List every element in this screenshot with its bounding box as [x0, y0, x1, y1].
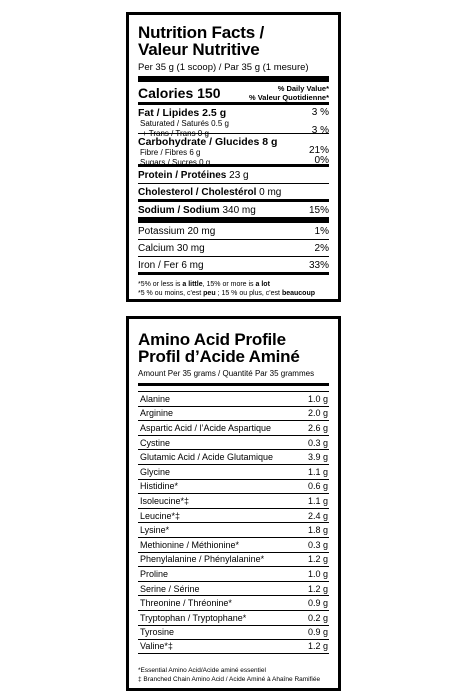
- nutrition-title: Nutrition Facts / Valeur Nutritive: [138, 23, 264, 59]
- fibre-pct: 21%: [308, 145, 329, 156]
- table-row: [138, 610, 329, 625]
- amino-name: Serine / Sérine: [140, 583, 200, 594]
- table-row: [138, 464, 329, 479]
- amino-table: [138, 391, 329, 654]
- saturated-trans-pct: 3 %: [311, 125, 329, 136]
- calories-row: [138, 82, 329, 105]
- amino-acid-panel: [126, 316, 341, 691]
- amino-name: Histidine*: [140, 481, 179, 492]
- daily-value-header: % Daily Value* % Valeur Quotidienne*: [248, 84, 329, 102]
- sugars-pct: 0%: [314, 155, 329, 166]
- table-row: [138, 508, 329, 523]
- amino-value: 0.6 g: [307, 481, 328, 492]
- table-row: [138, 595, 329, 610]
- table-row: [138, 420, 329, 435]
- amino-value: 0.9 g: [307, 598, 328, 609]
- fat-label: Fat / Lipides 2.5 g: [138, 107, 227, 119]
- amino-name: Proline: [140, 568, 169, 579]
- amino-name: Cystine: [140, 437, 171, 448]
- amino-value: 1.1 g: [307, 466, 328, 477]
- iron-label: Iron / Fer 6 mg: [138, 260, 204, 271]
- calcium-row: [138, 240, 329, 257]
- table-row: [138, 552, 329, 567]
- cholesterol-row: [138, 184, 329, 202]
- amino-name: Phenylalanine / Phénylalanine*: [140, 554, 265, 565]
- sodium-row: [138, 202, 329, 223]
- trans-fat: + Trans / Trans 0 g: [142, 128, 209, 138]
- amino-value: 2.6 g: [307, 422, 328, 433]
- table-row: [138, 581, 329, 596]
- table-row: [138, 406, 329, 421]
- nutrition-footnote: *5% or less is a little, 15% or more is a lot *5 % ou moins, c'est peu ; 15 % ou plus, c'est beaucoup: [138, 281, 315, 297]
- calcium-pct: 2%: [314, 243, 329, 254]
- fat-row: [138, 105, 329, 138]
- table-row: [138, 639, 329, 654]
- table-row: [138, 449, 329, 464]
- cholesterol-value: 0 mg: [256, 187, 282, 198]
- amino-name: Glutamic Acid / Acide Glutamique: [140, 452, 274, 463]
- amino-value: 3.9 g: [307, 452, 328, 463]
- amino-value: 1.0 g: [307, 568, 328, 579]
- table-row: [138, 566, 329, 581]
- table-row: [138, 493, 329, 508]
- sodium-pct: 15%: [308, 205, 329, 216]
- table-row: [138, 391, 329, 406]
- potassium-row: [138, 223, 329, 240]
- amino-name: Threonine / Thréonine*: [140, 598, 232, 609]
- cholesterol-label: Cholesterol / Cholestérol: [138, 187, 257, 198]
- calcium-label: Calcium 30 mg: [138, 243, 205, 254]
- table-row: [138, 522, 329, 537]
- amino-name: Methionine / Méthionine*: [140, 539, 240, 550]
- amino-footnote: *Essential Amino Acid/Acide aminé essentiel ‡ Branched Chain Amino Acid / Acide Aminé à Ahaîne Ramifiée: [138, 666, 321, 683]
- amino-name: Tyrosine: [140, 627, 175, 638]
- amino-name: Glycine: [140, 466, 171, 477]
- protein-value: 23 g: [226, 170, 249, 181]
- potassium-pct: 1%: [314, 226, 329, 237]
- amino-name: Isoleucine*‡: [140, 495, 190, 506]
- sodium-label: Sodium / Sodium: [138, 205, 220, 216]
- carb-label: Carbohydrate / Glucides 8 g: [138, 136, 278, 148]
- amino-value: 1.1 g: [307, 495, 328, 506]
- table-row: [138, 537, 329, 552]
- amino-value: 0.2 g: [307, 612, 328, 623]
- calories-label: Calories 150: [138, 85, 221, 101]
- serving-size: Per 35 g (1 scoop) / Par 35 g (1 mesure): [138, 62, 329, 82]
- amino-value: 2.0 g: [307, 408, 328, 419]
- amino-value: 0.3 g: [307, 437, 328, 448]
- fibre-label: Fibre / Fibres 6 g: [140, 148, 201, 157]
- carbohydrate-row: [138, 134, 329, 167]
- amino-name: Aspartic Acid / l’Acide Aspartique: [140, 422, 272, 433]
- amino-amount: Amount Per 35 grams / Quantité Par 35 grammes: [138, 369, 329, 386]
- amino-value: 0.3 g: [307, 539, 328, 550]
- amino-value: 1.0 g: [307, 393, 328, 404]
- saturated-fat: Saturated / Saturés 0.5 g: [140, 119, 229, 128]
- table-row: [138, 625, 329, 640]
- sugars-label: Sugars / Sucres 0 g: [140, 157, 211, 167]
- amino-value: 1.8 g: [307, 525, 328, 536]
- nutrition-facts-panel: [126, 12, 341, 302]
- table-row: [138, 479, 329, 494]
- fat-pct: 3 %: [311, 107, 329, 118]
- amino-value: 1.2 g: [307, 641, 328, 652]
- amino-name: Tryptophan / Tryptophane*: [140, 612, 247, 623]
- protein-row: [138, 167, 329, 184]
- iron-pct: 33%: [308, 260, 329, 271]
- table-row: [138, 435, 329, 450]
- amino-value: 1.2 g: [307, 583, 328, 594]
- amino-name: Alanine: [140, 393, 171, 404]
- protein-label: Protein / Protéines: [138, 170, 227, 181]
- amino-name: Arginine: [140, 408, 174, 419]
- sodium-value: 340 mg: [219, 205, 256, 216]
- amino-name: Lysine*: [140, 525, 170, 536]
- amino-value: 1.2 g: [307, 554, 328, 565]
- amino-name: Leucine*‡: [140, 510, 181, 521]
- amino-title: Amino Acid Profile Profil d’Acide Aminé: [138, 330, 300, 366]
- iron-row: [138, 257, 329, 275]
- amino-value: 0.9 g: [307, 627, 328, 638]
- amino-value: 2.4 g: [307, 510, 328, 521]
- amino-name: Valine*‡: [140, 641, 173, 652]
- potassium-label: Potassium 20 mg: [138, 226, 216, 237]
